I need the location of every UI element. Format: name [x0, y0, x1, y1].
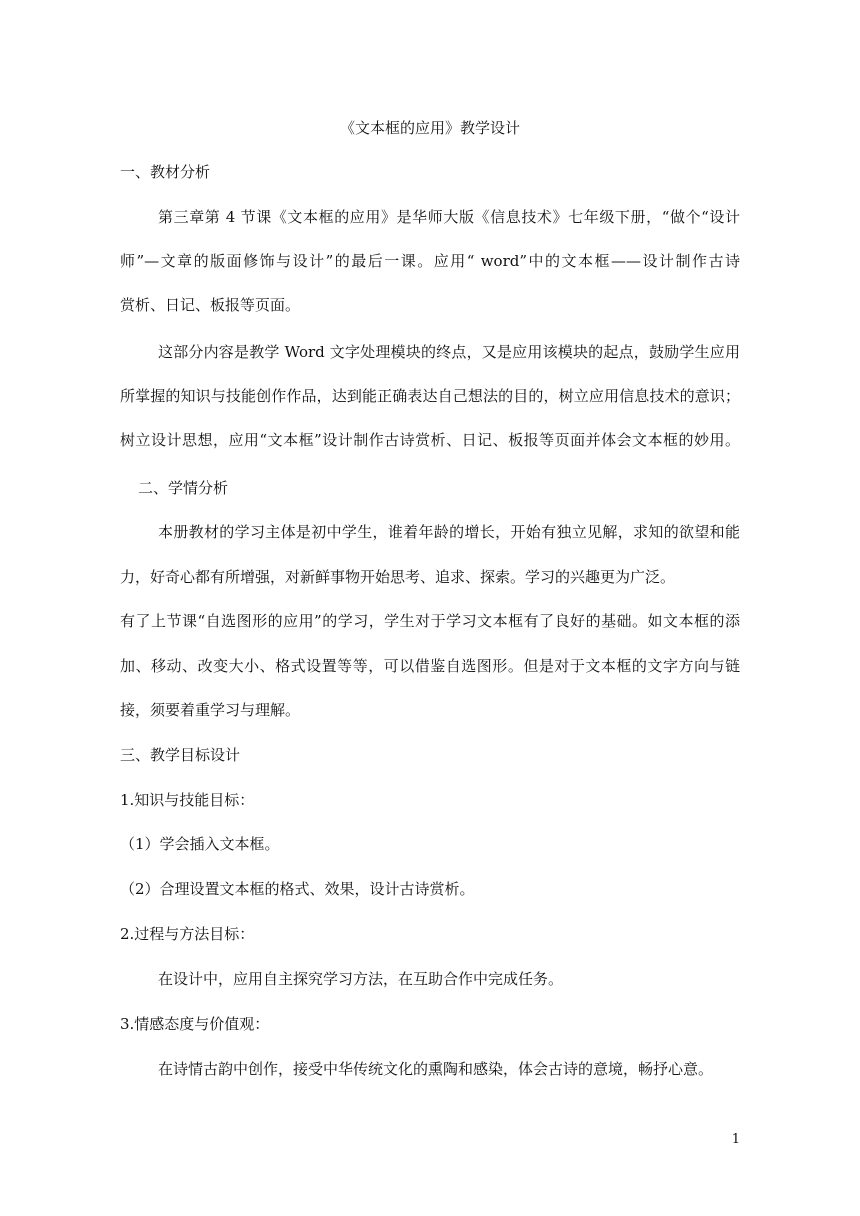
section-heading-textbook-analysis: 一、教材分析 — [120, 163, 211, 181]
paragraph-line: 师”—文章的版面修饰与设计”的最后一课。应用“ word”中的文本框——设计制作古诗 — [120, 252, 740, 270]
goal-text: 在设计中，应用自主探究学习方法，在互助合作中完成任务。 — [158, 970, 564, 988]
goal-heading-values: 3.情感态度与价值观： — [120, 1015, 270, 1033]
goal-item: （1）学会插入文本框。 — [120, 835, 280, 853]
paragraph-line: 有了上节课“自选图形的应用”的学习，学生对于学习文本框有了良好的基础。如文本框的添 — [120, 612, 740, 630]
goal-heading-process: 2.过程与方法目标： — [120, 925, 255, 943]
paragraph-line: 接，须要着重学习与理解。 — [120, 701, 301, 719]
goal-item: （2）合理设置文本框的格式、效果，设计古诗赏析。 — [120, 880, 475, 898]
page-number: 1 — [731, 1132, 740, 1147]
paragraph-line: 这部分内容是教学 Word 文字处理模块的终点，又是应用该模块的起点，鼓励学生应用 — [158, 343, 740, 361]
document-title: 《文本框的应用》教学设计 — [339, 119, 520, 137]
goal-heading-knowledge: 1.知识与技能目标： — [120, 791, 255, 809]
paragraph-line: 加、移动、改变大小、格式设置等等，可以借鉴自选图形。但是对于文本框的文字方向与链 — [120, 657, 740, 675]
goal-text: 在诗情古韵中创作，接受中华传统文化的熏陶和感染，体会古诗的意境，畅抒心意。 — [158, 1060, 714, 1078]
paragraph-line: 第三章第 4 节课《文本框的应用》是华师大版《信息技术》七年级下册，“做个“设计 — [158, 208, 740, 226]
section-heading-teaching-goals: 三、教学目标设计 — [120, 746, 241, 764]
section-heading-student-analysis: 二、学情分析 — [138, 479, 229, 497]
paragraph-line: 力，好奇心都有所增强，对新鲜事物开始思考、追求、探索。学习的兴趣更为广泛。 — [120, 568, 676, 586]
paragraph-line: 本册教材的学习主体是初中学生，谁着年龄的增长，开始有独立见解，求知的欲望和能 — [158, 523, 740, 541]
paragraph-line: 树立设计思想，应用“文本框”设计制作古诗赏析、日记、板报等页面并体会文本框的妙用。 — [120, 431, 740, 449]
paragraph-line: 赏析、日记、板报等页面。 — [120, 296, 301, 314]
paragraph-line: 所掌握的知识与技能创作作品，达到能正确表达自己想法的目的，树立应用信息技术的意识； — [120, 387, 740, 405]
